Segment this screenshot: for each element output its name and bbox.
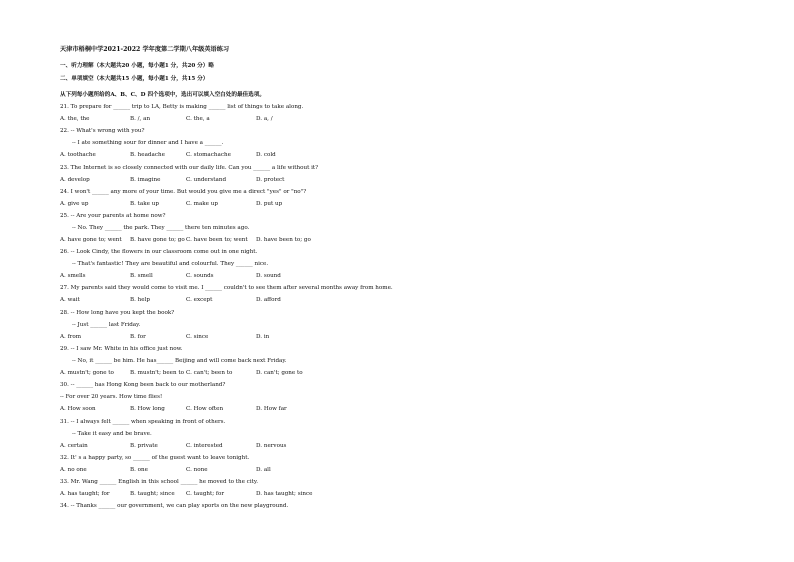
question-29: 29. -- I saw Mr. White in his office just now. xyxy=(60,346,183,352)
q26-option-b: B. smell xyxy=(130,273,153,279)
question-28: 28. -- How long have you kept the book? xyxy=(60,310,175,316)
q31-option-b: B. private xyxy=(130,443,158,449)
question-31: 31. -- I always felt ______ when speaking in front of others. xyxy=(60,419,226,425)
q28-option-b: B. for xyxy=(130,334,146,340)
question-25: 25. -- Are your parents at home now? xyxy=(60,213,166,219)
q26-option-c: C. sounds xyxy=(186,273,214,279)
q30-option-c: C. How often xyxy=(186,406,224,412)
q24-option-c: C. make up xyxy=(186,201,218,207)
q29-option-d: D. can't; gone to xyxy=(256,370,303,376)
q29-option-b: B. mustn't; been to xyxy=(130,370,184,376)
q33-option-d: D. has taught; since xyxy=(256,491,313,497)
q24-option-b: B. take up xyxy=(130,201,159,207)
q29-option-c: C. can't; been to xyxy=(186,370,233,376)
q21-option-d: D. a, / xyxy=(256,116,273,122)
q22-option-a: A. toothache xyxy=(60,152,96,158)
q30-option-b: B. How long xyxy=(130,406,165,412)
question-31-reply: -- Take it easy and be brave. xyxy=(72,431,152,437)
q23-option-b: B. imagine xyxy=(130,177,161,183)
q31-option-d: D. nervous xyxy=(256,443,287,449)
q32-option-a: A. no one xyxy=(60,467,87,473)
q21-option-c: C. the, a xyxy=(186,116,210,122)
section-2-heading: 二、单项填空（本大题共15 小题，每小题1 分，共15 分） xyxy=(60,76,209,82)
q32-option-d: D. all xyxy=(256,467,271,473)
question-22: 22. -- What's wrong with you? xyxy=(60,128,145,134)
q25-option-a: A. have gone to; went xyxy=(60,237,122,243)
q33-option-c: C. taught; for xyxy=(186,491,225,497)
q32-option-c: C. none xyxy=(186,467,208,473)
document-title: 天津市梧桐中学2021-2022 学年度第二学期八年级英语练习 xyxy=(60,46,230,53)
q23-option-d: D. protect xyxy=(256,177,285,183)
q32-option-b: B. one xyxy=(130,467,148,473)
q25-option-d: D. have been to; go xyxy=(256,237,311,243)
question-26: 26. -- Look Cindy, the flowers in our classroom come out in one night. xyxy=(60,249,258,255)
q29-option-a: A. mustn't; gone to xyxy=(60,370,114,376)
question-22-reply: -- I ate something sour for dinner and I have a ______. xyxy=(72,140,224,146)
question-26-reply: -- That's fantastic! They are beautiful and colourful. They ______ nice. xyxy=(72,261,269,267)
question-30-reply: -- For over 20 years. How time flies! xyxy=(60,394,163,400)
q28-option-c: C. since xyxy=(186,334,209,340)
q25-option-b: B. have gone to; go xyxy=(130,237,185,243)
q22-option-d: D. cold xyxy=(256,152,276,158)
q28-option-a: A. from xyxy=(60,334,82,340)
q24-option-a: A. give up xyxy=(60,201,89,207)
question-34: 34. -- Thanks ______ our government, we can play sports on the new playground. xyxy=(60,503,289,509)
question-33: 33. Mr. Wang ______ English in this school ______ he moved to the city. xyxy=(60,479,259,485)
q25-option-c: C. have been to; went xyxy=(186,237,248,243)
question-32: 32. It' s a happy party, so ______ of the guest want to leave tonight. xyxy=(60,455,250,461)
q21-option-b: B. /, an xyxy=(130,116,151,122)
question-29-reply: -- No, it ______ be him. He has______ Beijing and will come back next Friday. xyxy=(72,358,287,364)
q27-option-d: D. afford xyxy=(256,297,281,303)
q28-option-d: D. in xyxy=(256,334,270,340)
q31-option-a: A. certain xyxy=(60,443,88,449)
q23-option-c: C. understand xyxy=(186,177,227,183)
question-28-reply: -- Just ______ last Friday. xyxy=(72,322,141,328)
q23-option-a: A. develop xyxy=(60,177,90,183)
question-25-reply: -- No. They ______ the park. They ______ there ten minutes ago. xyxy=(72,225,250,231)
q24-option-d: D. put up xyxy=(256,201,283,207)
q31-option-c: C. interested xyxy=(186,443,223,449)
question-27: 27. My parents said they would come to visit me. I ______ couldn't to see them after several months away from home. xyxy=(60,285,393,291)
q30-option-d: D. How far xyxy=(256,406,287,412)
q33-option-b: B. taught; since xyxy=(130,491,175,497)
q30-option-a: A. How soon xyxy=(60,406,96,412)
instruction-text: 从下列每小题所给的A、B、C、D 四个选项中，选出可以填入空白处的最佳选项。 xyxy=(60,92,265,98)
q26-option-d: D. sound xyxy=(256,273,281,279)
question-24: 24. I won't ______ any more of your time. But would you give me a direct "yes" or "no"? xyxy=(60,189,307,195)
q33-option-a: A. has taught; for xyxy=(60,491,110,497)
q22-option-c: C. stomachache xyxy=(186,152,231,158)
q26-option-a: A. smells xyxy=(60,273,86,279)
q27-option-c: C. except xyxy=(186,297,213,303)
q27-option-b: B. help xyxy=(130,297,150,303)
q22-option-b: B. headache xyxy=(130,152,165,158)
q21-option-a: A. the, the xyxy=(60,116,90,122)
q27-option-a: A. wait xyxy=(60,297,80,303)
question-21: 21. To prepare for ______ trip to LA, Betty is making ______ list of things to take along. xyxy=(60,104,304,110)
question-23: 23. The Internet is so closely connected with our daily life. Can you ______ a life without it? xyxy=(60,165,319,171)
question-30: 30. -- ______ has Hong Kong been back to our motherland? xyxy=(60,382,226,388)
section-1-heading: 一、听力理解（本大题共20 小题，每小题1 分，共20 分）略 xyxy=(60,63,214,69)
